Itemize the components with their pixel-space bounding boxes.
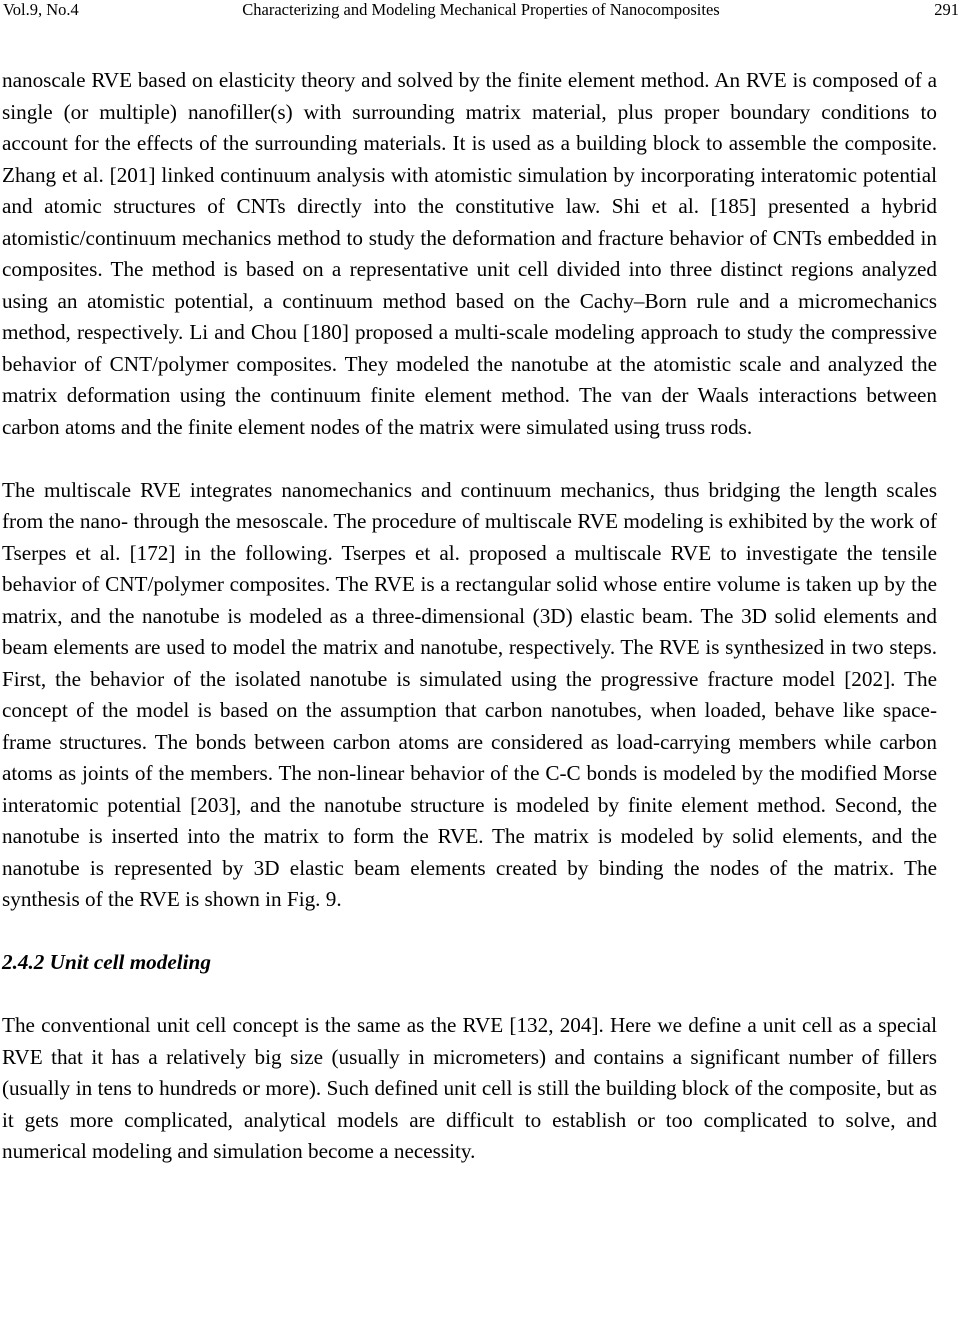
paragraph-rve-methods: nanoscale RVE based on elasticity theory and solved by the finite element method. An RVE is composed of a single (or multiple) nanofiller(s) with surrounding matrix material, plus proper boundary conditions to account for the effects of the surrounding materials. It is used as a building block to assemble the composite. Zhang et al. [201] linked continuum analysis with atomistic simulation by incorporating interatomic potential and atomic structures of CNTs directly into the constitutive law. Shi et al. [185] presented a hybrid atomistic/continuum mechanics method to study the deformation and fracture behavior of CNTs embedded in composites. The method is based on a representative unit cell divided into three distinct regions analyzed using an atomistic potential, a continuum method based on the Cachy–Born rule and a micromechanics method, respectively. Li and Chou [180] proposed a multi-scale modeling approach to study the compressive behavior of CNT/polymer composites. They modeled the nanotube at the atomistic scale and analyzed the matrix deformation using the continuum finite element method. The van der Waals interactions between carbon atoms and the finite element nodes of the matrix were simulated using truss rods.: [2, 68, 937, 439]
paragraph-spacer: [2, 979, 937, 1011]
running-header: [3, 0, 959, 22]
paragraph-unit-cell: The conventional unit cell concept is the same as the RVE [132, 204]. Here we define a unit cell as a special RVE that it has a relatively big size (usually in micrometers) and contains a significant number of fillers (usually in tens to hundreds or more). Such defined unit cell is still the building block of the composite, but as it gets more complicated, analytical models are difficult to establish or too complicated to solve, and numerical modeling and simulation become a necessity.: [2, 1013, 937, 1163]
running-title: Characterizing and Modeling Mechanical Properties of Nanocomposites: [242, 0, 720, 19]
paragraph-spacer: [2, 443, 937, 475]
paragraph-multiscale-rve: The multiscale RVE integrates nanomechanics and continuum mechanics, thus bridging the length scales from the nano- through the mesoscale. The procedure of multiscale RVE modeling is exhibited by the work of Tserpes et al. [172] in the following. Tserpes et al. proposed a multiscale RVE to investigate the tensile behavior of CNT/polymer composites. The RVE is a rectangular solid whose entire volume is taken up by the matrix, and the nanotube is modeled as a three-dimensional (3D) elastic beam. The 3D solid elements and beam elements are used to model the matrix and nanotube, respectively. The RVE is synthesized in two steps. First, the behavior of the isolated nanotube is simulated using the progressive fracture model [202]. The concept of the model is based on the assumption that carbon nanotubes, when loaded, behave like space-frame structures. The bonds between carbon atoms are considered as load-carrying members while carbon atoms as joints of the members. The non-linear behavior of the C-C bonds is modeled by the modified Morse interatomic potential [203], and the nanotube structure is modeled by finite element method. Second, the nanotube is inserted into the matrix to form the RVE. The matrix is modeled by solid elements, and the nanotube is represented by 3D elastic beam elements created by binding the nodes of the matrix. The synthesis of the RVE is shown in Fig. 9.: [2, 477, 937, 911]
page-number: 291: [934, 0, 959, 19]
section-heading: 2.4.2 Unit cell modeling: [2, 950, 211, 974]
page-body: [2, 65, 937, 1168]
paragraph-spacer: [2, 916, 937, 948]
journal-volume: Vol.9, No.4: [3, 0, 79, 19]
